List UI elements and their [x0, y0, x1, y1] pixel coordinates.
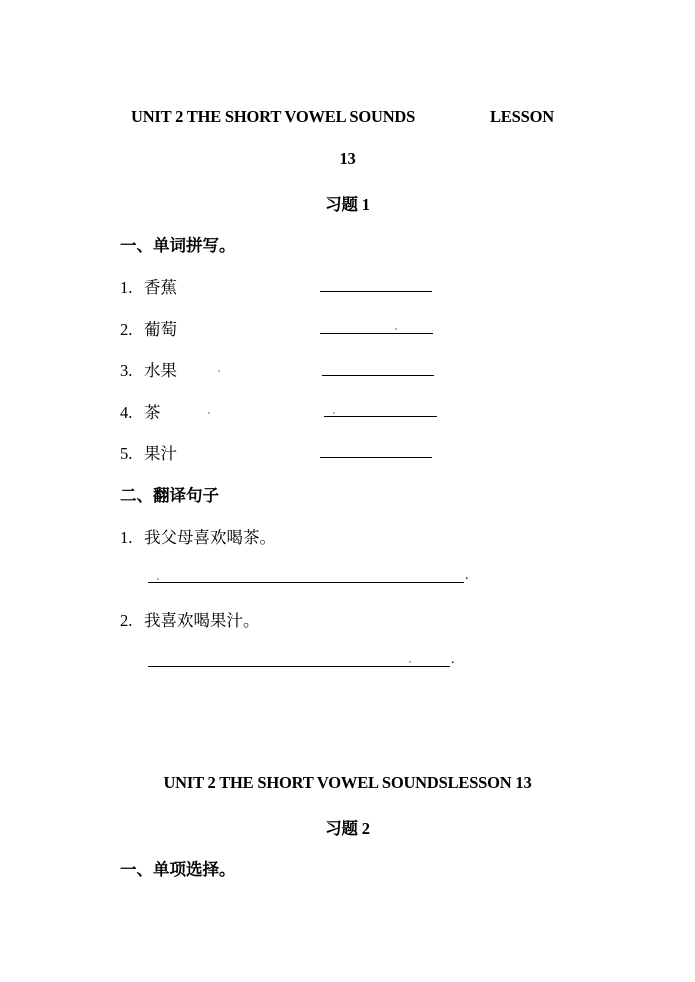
word-answer-blank-3[interactable] — [322, 375, 434, 376]
stray-dot-mark — [157, 578, 159, 580]
exercise2-subtitle: 习题 2 — [325, 819, 370, 838]
stray-dot-mark — [218, 370, 220, 372]
item-number: 4. — [120, 403, 133, 422]
sentence-answer-blank-2[interactable] — [148, 666, 450, 667]
stray-dot-mark — [409, 661, 411, 663]
item-text: 我父母喜欢喝茶。 — [144, 528, 276, 547]
section-word-spelling-heading: 一、单词拼写。 — [120, 236, 236, 255]
stray-dot-mark — [333, 412, 335, 414]
word-item-2 — [120, 316, 177, 340]
word-item-3 — [120, 357, 177, 381]
exercise1-title-left: UNIT 2 THE SHORT VOWEL SOUNDS — [131, 107, 416, 126]
sentence-item-2 — [120, 607, 260, 631]
item-text: 果汁 — [144, 444, 177, 463]
word-item-4 — [120, 399, 161, 423]
sentence-end-period: . — [465, 568, 469, 583]
stray-dot-mark — [395, 328, 397, 330]
item-number: 2. — [120, 320, 133, 339]
word-answer-blank-1[interactable] — [320, 291, 432, 292]
exercise1-title-right: LESSON — [490, 107, 554, 126]
word-answer-blank-5[interactable] — [320, 457, 432, 458]
section-multiple-choice-heading: 一、单项选择。 — [120, 860, 236, 879]
sentence-end-period: . — [451, 652, 455, 667]
word-answer-blank-4[interactable] — [324, 416, 437, 417]
item-number: 3. — [120, 361, 133, 380]
exercise1-title-number: 13 — [339, 149, 356, 168]
item-text: 我喜欢喝果汁。 — [144, 611, 260, 630]
exercise1-subtitle: 习题 1 — [325, 195, 370, 214]
item-text: 水果 — [144, 361, 177, 380]
item-number: 2. — [120, 611, 133, 630]
word-answer-blank-2[interactable] — [320, 333, 433, 334]
sentence-answer-blank-1[interactable] — [148, 582, 464, 583]
item-text: 葡萄 — [144, 320, 177, 339]
section-translate-heading: 二、翻译句子 — [120, 486, 219, 505]
word-item-1 — [120, 274, 177, 298]
item-number: 1. — [120, 528, 133, 547]
sentence-item-1 — [120, 524, 276, 548]
item-text: 茶 — [144, 403, 161, 422]
item-text: 香蕉 — [144, 278, 177, 297]
stray-dot-mark — [208, 412, 210, 414]
exercise2-title: UNIT 2 THE SHORT VOWEL SOUNDSLESSON 13 — [163, 773, 532, 792]
item-number: 1. — [120, 278, 133, 297]
item-number: 5. — [120, 444, 133, 463]
word-item-5 — [120, 440, 177, 464]
